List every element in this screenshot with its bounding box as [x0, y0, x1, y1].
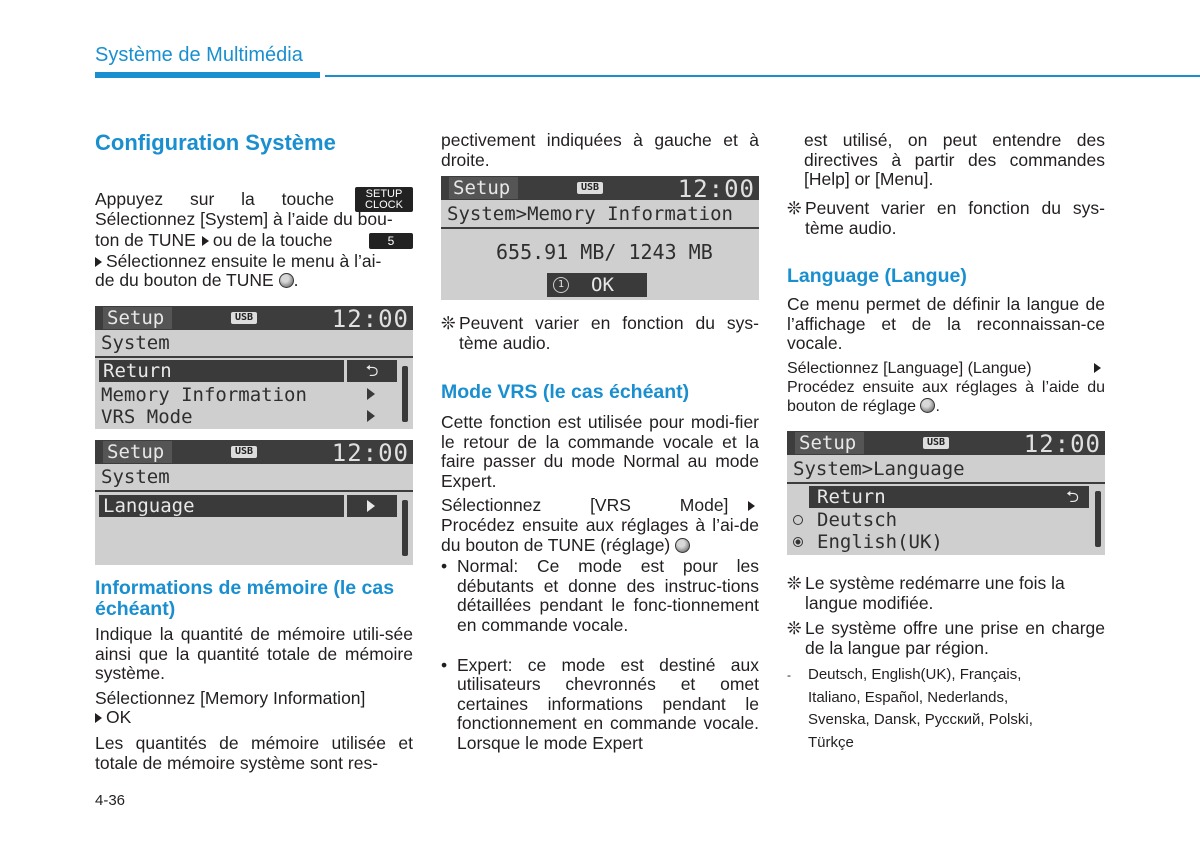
col3-notes [787, 574, 1105, 754]
language-list: - Deutsch, English(UK), Français, Italiano, Español, Nederlands, Svenska, Dansk, Русский, Polski, Türkçe [787, 666, 1033, 751]
memory-info-select: Sélectionnez [Memory Information] OK [95, 687, 366, 728]
usb-icon: USB [231, 312, 257, 324]
lcd-divider [441, 227, 759, 229]
section-header-title: Système de Multimédia [95, 44, 303, 66]
lcd-clock: 12:00 [1023, 431, 1101, 458]
lcd-item-selected [99, 495, 344, 517]
page-title: Configuration Système [95, 130, 336, 155]
col3-continuation: est utilisé, on peut entendre des directives à partir des commandes [Help] or [Menu]. [804, 130, 1105, 190]
lcd-item-selected [809, 486, 1089, 508]
language-section [787, 266, 1105, 416]
lcd-heading: System [101, 332, 170, 354]
chevron-right-icon [367, 410, 375, 422]
bullet-normal: Normal: Ce mode est pour les débutants et donne des instruc-tions détaillées pendant le fonc-tionnement en commande vocale. [457, 556, 759, 635]
intro-text: Appuyez sur la touche SETUP CLOCK Sélectionnez [System] à l’aide du bou- ton de TUNE ou de la touche 5 Sélectionnez ensuite le menu à l’ai- de du bouton de TUNE . [95, 189, 413, 291]
memory-info-result: Les quantités de mémoire utilisée et totale de mémoire système sont res- [95, 732, 413, 773]
chevron-right-icon [367, 388, 375, 400]
lcd-status-bar [787, 431, 1105, 458]
vrs-paragraph: Cette fonction est utilisée pour modi-fier le retour de la commande vocale et la faire passer du mode Normal au mode Expert. [441, 412, 759, 491]
return-arrow-icon: ⮌ [1066, 487, 1079, 506]
note-region: Le système offre une prise en charge de la langue par région. [805, 618, 1105, 658]
lcd-screen-system-menu [95, 306, 413, 429]
lcd-status-bar [441, 176, 759, 203]
note-restart: Le système redémarre une fois la langue modifiée. [805, 573, 1065, 613]
lcd-item-label: Language [103, 495, 195, 517]
lcd-heading: System>Language [793, 458, 965, 480]
col2-note [441, 314, 759, 353]
memory-info-heading: Informations de mémoire (le cas échéant) [95, 577, 395, 620]
intro-line-2: Sélectionnez [System] à l’aide du bou- [95, 209, 393, 229]
language-instructions: Sélectionnez [Language] (Langue) Procédez ensuite aux réglages à l’aide du bouton de réglage . [787, 359, 1105, 415]
tune-knob-icon [920, 398, 935, 413]
asterisk-icon: ❊ [787, 618, 802, 639]
language-heading: Language (Langue) [787, 265, 967, 287]
lcd-screen-memory-info [441, 176, 759, 300]
asterisk-icon: ❊ [787, 198, 802, 218]
arrow-right-icon [95, 257, 102, 267]
tune-knob-icon [675, 538, 690, 553]
memory-info-paragraph: Indique la quantité de mémoire utili-sée ainsi que la quantité totale de mémoire système. [95, 624, 413, 684]
usb-icon: USB [231, 446, 257, 458]
lcd-item-label: English(UK) [817, 531, 943, 553]
ok-label: OK [591, 274, 614, 296]
bullet-expert: Expert: ce mode est destiné aux utilisateurs chevronnés et omet certaines informations pendant le fonctionnement en commande vocale. Lorsque le mode Expert [457, 654, 759, 753]
lcd-item-selected [99, 360, 344, 382]
lcd-divider [95, 490, 413, 492]
vrs-heading: Mode VRS (le cas échéant) [441, 381, 690, 403]
usb-icon: USB [923, 437, 949, 449]
lcd-scrollbar [402, 366, 408, 422]
vrs-select: Sélectionnez [VRS Mode] [441, 495, 729, 516]
lcd-heading: System [101, 466, 170, 488]
number-one-icon: 1 [553, 277, 569, 293]
vrs-section [441, 382, 759, 754]
header-rule-light [325, 75, 1200, 77]
return-arrow-icon: ⮌ [347, 360, 397, 382]
lcd-item-label: Deutsch [817, 509, 898, 531]
intro-line-5: de du bouton de TUNE [95, 270, 274, 291]
arrow-right-icon [95, 713, 102, 723]
asterisk-icon: ❊ [787, 573, 802, 593]
preset-5-key-icon: 5 [369, 233, 413, 249]
intro-line-1: Appuyez sur la touche [95, 188, 335, 209]
ok-button [547, 273, 647, 297]
tune-knob-icon [279, 273, 294, 288]
language-paragraph: Ce menu permet de définir la langue de l’affichage et de la reconnaissan-ce vocale. [787, 294, 1105, 354]
dash-marker: - [787, 668, 791, 683]
lcd-clock: 12:00 [331, 306, 409, 333]
column-1 [95, 130, 413, 156]
usb-icon: USB [577, 182, 603, 194]
lcd-clock: 12:00 [331, 440, 409, 467]
lcd-item-label: Return [103, 360, 172, 382]
note-text: Peuvent varier en fonction du sys-tème audio. [459, 313, 759, 353]
page-number: 4-36 [95, 792, 126, 809]
lcd-status-bar [95, 306, 413, 333]
lcd-screen-language [787, 431, 1105, 555]
arrow-right-icon [202, 236, 209, 246]
setup-clock-key-icon: SETUP CLOCK [355, 187, 413, 212]
lcd-scrollbar [1095, 491, 1101, 547]
intro-line-4: Sélectionnez ensuite le menu à l’ai- [106, 250, 382, 271]
intro-line-3b: ou de la touche [212, 229, 333, 250]
lcd-screen-system-language [95, 440, 413, 565]
asterisk-icon: ❊ [441, 313, 456, 333]
lcd-title: Setup [449, 177, 518, 199]
memory-section [95, 578, 413, 773]
lcd-divider [95, 356, 413, 358]
col2-continuation: pectivement indiquées à gauche et à droite. [441, 130, 759, 170]
bullet-icon: • [441, 654, 448, 675]
lcd-heading: System>Memory Information [447, 203, 733, 225]
memory-value: 655.91 MB/ 1243 MB [496, 240, 713, 264]
radio-selected-icon [793, 537, 803, 547]
lcd-status-bar [95, 440, 413, 467]
lcd-item-label: Memory Information [101, 384, 307, 406]
lcd-title: Setup [103, 441, 172, 463]
chevron-right-selected [347, 495, 397, 517]
note-text: Peuvent varier en fonction du sys-tème audio. [805, 198, 1105, 238]
vrs-adjust: Procédez ensuite aux réglages à l’ai-de du bouton de TUNE (réglage) [441, 514, 759, 555]
radio-unselected-icon [793, 515, 803, 525]
lcd-divider [787, 482, 1105, 484]
bullet-icon: • [441, 556, 448, 577]
lcd-scrollbar [402, 500, 408, 556]
header-rule-dark [95, 72, 320, 78]
intro-line-3a: ton de TUNE [95, 229, 196, 250]
col3-note [787, 199, 1105, 238]
lcd-clock: 12:00 [677, 176, 755, 203]
lcd-item-label: Return [817, 486, 886, 508]
lcd-title: Setup [103, 307, 172, 329]
arrow-right-icon [1094, 363, 1101, 373]
lcd-title: Setup [795, 432, 864, 454]
lcd-item-label: VRS Mode [101, 406, 193, 428]
arrow-right-icon [748, 501, 755, 511]
